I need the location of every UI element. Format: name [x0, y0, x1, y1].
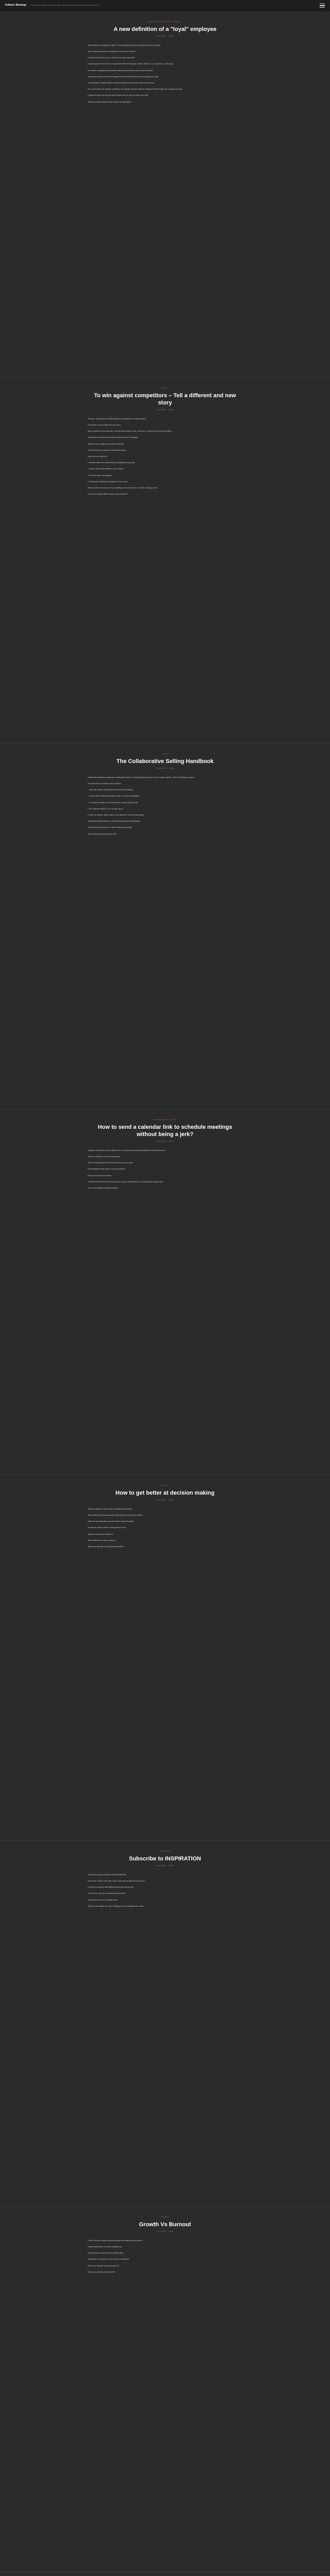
post-paragraph: Help them see a problem they haven't noticed yet. [88, 443, 124, 445]
post-title[interactable]: To win against competitors – Tell a different and new story [94, 393, 236, 406]
post-paragraph: Sending a calendar link can feel efficient, but it can also come across as dismissive if it's done without care. [88, 1149, 166, 1151]
post-paragraph: Offer a few specific times first, then share the link as an option. [88, 1162, 134, 1164]
post-paragraph: Keep the tone warm and flexible. [88, 1174, 112, 1177]
post-paragraph: Recently, I was asked how to differentiate from competitors in a crowded market. [88, 417, 146, 420]
post-paragraph: Each week, I'll share a few ideas, stories, and resources that have inspired me. [88, 1880, 145, 1883]
post [0, 2206, 330, 2572]
post-paragraph: What do you think makes someone loyal to an organization? [88, 100, 132, 103]
post-paragraph: It's short, free, and you can unsubscribe at any time. [88, 1892, 126, 1895]
post-inner [88, 1841, 242, 1911]
site-tagline: Thoughts about people, relationships, sales, marketing, and a few random topics from a curious mind [30, 4, 100, 7]
post-inner [88, 2572, 242, 2576]
post-paragraph: Here's how you might do it: [88, 455, 108, 458]
post-paragraph: Does it mean you stay with a company for the rest of your career? [88, 50, 136, 53]
post-author[interactable]: Fellow [169, 1499, 174, 1501]
post-title[interactable]: A new definition of a "loyal" employee [113, 26, 217, 33]
site-header [0, 0, 330, 11]
post-paragraph: I've started a weekly newsletter called INSPIRATION. [88, 1873, 127, 1876]
post-paragraph: There's a fine line between pushing for growth and heading toward burnout. [88, 2239, 143, 2242]
post-meta [88, 2230, 242, 2233]
post-paragraph: What exactly is an employee's "loyalty"? That's something that we've all wrestled with for a long time. [88, 44, 161, 46]
post [0, 2572, 330, 2576]
post-paragraph: 2. Explain why this shift matters to your customer. [88, 468, 124, 470]
post-paragraph: The answer is to tell a different and new story. [88, 424, 121, 427]
post-paragraph: How do you balance growth and rest? [88, 2270, 116, 2273]
post [0, 11, 330, 377]
post-paragraph: Most companies tell the same story. They talk about features, price, and service. Customers have heard it all before. [88, 430, 172, 433]
post-meta [88, 1140, 242, 1143]
post-paragraph: When you tell a new story, you stop competing on the same terms. You create a category of one. [88, 487, 158, 489]
post-paragraph: A new definition of loyalty might be a shared commitment to what each other needs to thrive. [88, 82, 155, 84]
post-paragraph: Is it about how hard you work, or how much you give of yourself? [88, 57, 135, 59]
post [0, 743, 330, 1109]
post-title[interactable]: How to send a calendar link to schedule meetings without being a jerk? [97, 1124, 233, 1138]
post-meta [88, 767, 242, 770]
post-date[interactable]: June 16, 2022 [156, 1140, 167, 1143]
post-meta [88, 1499, 242, 1501]
post-paragraph: Make the decision and commit to it. [88, 1533, 113, 1535]
post-list [0, 11, 330, 2576]
post-author[interactable]: Fellow [169, 767, 174, 770]
post-author[interactable]: Fellow [169, 1140, 174, 1143]
post [0, 1840, 330, 2206]
post-paragraph: 3. Co-create the solution. Invite the customer to shape what you offer. [88, 801, 139, 804]
post-paragraph: Start by defining the decision clearly. What exactly are you trying to decide? [88, 1514, 143, 1517]
post-categories[interactable]: SALES [162, 753, 168, 755]
site-title[interactable]: Fellow's Musings [5, 4, 27, 7]
post-paragraph: 5. Share the decision. Make it easy for the customer to move forward together. [88, 814, 145, 817]
post-date[interactable]: May 5, 2022 [157, 2230, 166, 2233]
post-title[interactable]: Subscribe to INSPIRATION [129, 1856, 201, 1862]
post-inner [88, 1109, 242, 1193]
post-paragraph: 2. Listen actively. Reflect back what you hear to confirm understanding. [88, 795, 140, 798]
post-paragraph: This handbook is a summary of key principles. [88, 783, 122, 785]
post-inner [88, 2207, 242, 2277]
post-inner [88, 1475, 242, 1552]
post-paragraph: Here are a few tips to make it more personal: [88, 1156, 121, 1158]
post-paragraph: If you'd like to receive it, subscribe below. [88, 1899, 118, 1901]
post-title[interactable]: The Collaborative Selling Handbook [116, 758, 214, 765]
post-paragraph: 4. Position your offering as the bridge to the new world. [88, 480, 128, 483]
post-paragraph: Consider the options and the consequences of each. [88, 1527, 126, 1529]
post-categories[interactable]: BUSINESS DEVELOPMENT · PEOPLE [148, 21, 182, 23]
post-author[interactable]: Fellow [169, 1865, 174, 1867]
post-paragraph: For instance, employees and employers shake hands on what's expected from both sides. [88, 69, 154, 72]
post-paragraph: 4. Be transparent about fit. If it's not right, say so. [88, 807, 124, 810]
post-paragraph: Acknowledge the other person's time and schedule. [88, 1168, 125, 1171]
post-categories[interactable]: PEOPLE [161, 387, 169, 389]
post-paragraph: Rest is part of growth, not the opposite of it. [88, 2264, 120, 2267]
post-inner [88, 378, 242, 499]
post-paragraph: 1. Start with curiosity. Ask questions before you pitch anything. [88, 789, 133, 791]
post-paragraph: Pay attention to the signs. Are you excited or exhausted? [88, 2258, 129, 2261]
post-paragraph: Thank you for reading, and I hope it brings you a bit of inspiration each week. [88, 1905, 144, 1907]
post-paragraph: A loyal employee is one who has an agreement with their employer, whether written or not, to behave in a certain way. [88, 63, 174, 65]
post-paragraph: An employee's duty to do the work assigned to them and the employer's role in paying them fairly. [88, 75, 159, 78]
post-title[interactable]: Growth Vs Burnout [139, 2222, 191, 2228]
post-paragraph: Loyalty isn't about how long you stay. It's about how you show up while you're there. [88, 94, 149, 97]
post-paragraph: What principles guide the way you sell? [88, 833, 117, 835]
post-paragraph: 1. Identify a shift in the market that your competitors are ignoring. [88, 462, 135, 464]
post-inner [88, 11, 242, 107]
post-paragraph: How do you handle scheduling meetings? [88, 1187, 119, 1190]
menu-icon[interactable] [320, 4, 325, 8]
post-paragraph: Collaborative selling is an approach to selling that focuses on working with your customer to find a solution together, rather than pushing a product. [88, 776, 194, 778]
post-paragraph: A calendar link should be a convenience, not a way to shift the burden of scheduling onto someone else. [88, 1180, 164, 1183]
post-date[interactable]: May 19, 2022 [156, 1865, 166, 1867]
post-paragraph: Burnout drains you and leaves you feeling empty. [88, 2252, 124, 2255]
post-body [88, 2240, 242, 2274]
post-date[interactable]: June 2, 2022 [156, 1499, 166, 1501]
post-inner [88, 743, 242, 839]
post-body [88, 776, 242, 836]
post [0, 1109, 330, 1475]
post [0, 377, 330, 743]
post-meta [88, 35, 242, 38]
post-paragraph: Instead, tell a story about the customer's world and how it's changing. [88, 436, 138, 439]
post-paragraph: This could look like the employer investing in the employee's growth, while the employee invests energy in the company's success. [88, 88, 183, 91]
post-paragraph: It's not about winning a deal. It's about building a partnership. [88, 826, 133, 829]
post-paragraph: Decision-making is a skill that can be developed with practice. [88, 1507, 133, 1510]
post-author[interactable]: Fellow [169, 409, 174, 411]
post-author[interactable]: Fellow [169, 35, 174, 38]
post-date[interactable]: July 28, 2022 [156, 35, 166, 38]
post-body [88, 44, 242, 104]
post-paragraph: Growth stretches you, but it also energizes you. [88, 2246, 123, 2248]
post-body [88, 1149, 242, 1190]
post-paragraph: Collaborative selling builds trust, and trust builds long-term relationships. [88, 820, 141, 823]
post-paragraph: Gather enough information, but don't wait for perfect information. [88, 1520, 135, 1523]
post-categories[interactable]: INSPIRATION [159, 1850, 171, 1852]
post-date[interactable]: July 14, 2022 [156, 409, 166, 411]
post-meta [88, 1865, 242, 1867]
post-author[interactable]: Fellow [168, 2230, 173, 2233]
post-paragraph: How are you telling a different story to your customers? [88, 493, 128, 496]
post-categories[interactable]: PEOPLE [161, 2216, 169, 2218]
post-paragraph: Then show how your solution fits into that new world. [88, 449, 126, 451]
post-body [88, 1508, 242, 1548]
post-categories[interactable]: COMMUNICATION · SALES [153, 1118, 177, 1121]
post-paragraph: Reflect afterward on what you learned. [88, 1539, 116, 1541]
post-date[interactable]: June 30, 2022 [156, 767, 167, 770]
post-paragraph: The goal is to help you think differently about your work and life. [88, 1886, 134, 1889]
post-paragraph: 3. Show the risks of not adapting. [88, 474, 112, 477]
post-paragraph: What's your approach to making tough decisions? [88, 1546, 124, 1548]
post-title[interactable]: How to get better at decision making [116, 1490, 214, 1497]
post-body [88, 418, 242, 496]
post-body [88, 1874, 242, 1908]
post-meta [88, 409, 242, 411]
post [0, 1475, 330, 1840]
post-categories[interactable]: PEOPLE [161, 1484, 169, 1486]
